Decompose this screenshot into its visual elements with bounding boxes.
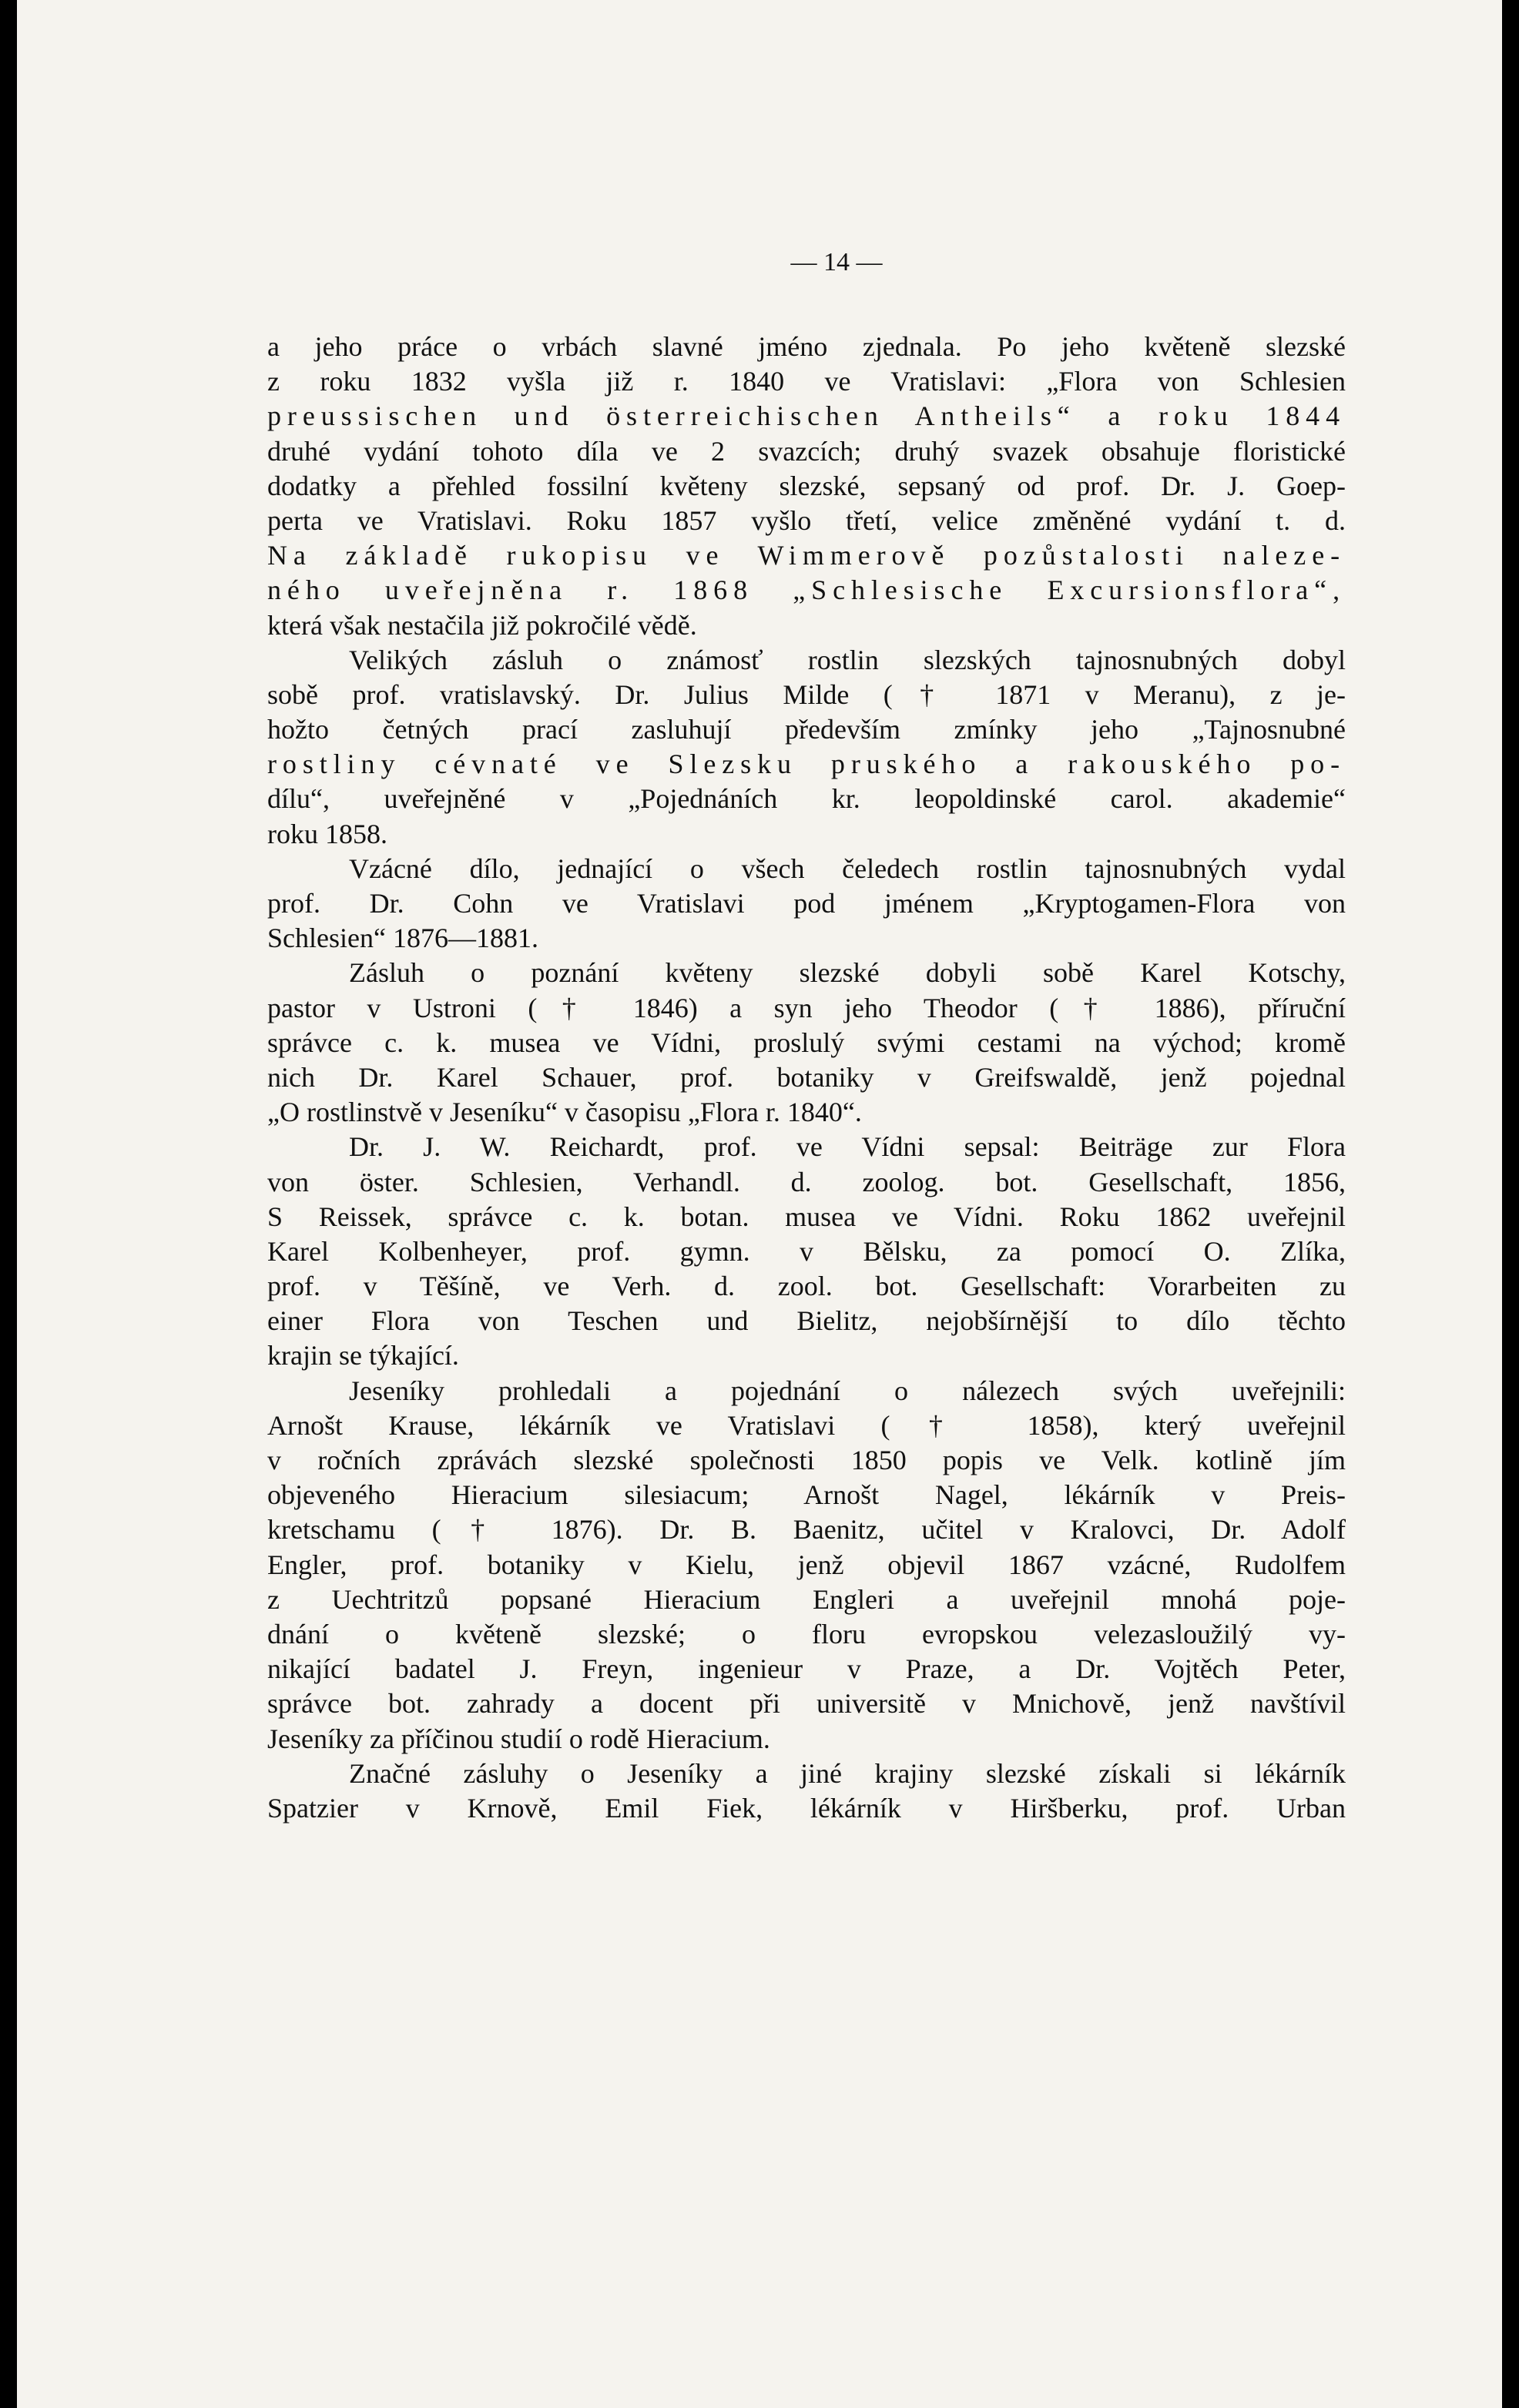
text-line: Zásluh o poznání květeny slezské dobyli sobě Karel Kotschy, [349, 957, 1346, 989]
text-line: Arnošt Krause, lékárník ve Vratislavi († 1858), který uveřejnil [267, 1409, 1346, 1441]
text-line: von öster. Schlesien, Verhandl. d. zoolog. bot. Gesellschaft, 1856, [267, 1166, 1346, 1197]
text-line: dnání o květeně slezské; o floru evropskou velezasloužilý vy- [267, 1618, 1346, 1649]
text-line: z roku 1832 vyšla již r. 1840 ve Vratislavi: „Flora von Schlesien [267, 366, 1346, 397]
text-line: Velikých zásluh o známosť rostlin slezských tajnosnubných dobyl [349, 644, 1346, 675]
text-line: a jeho práce o vrbách slavné jméno zjednala. Po jeho květeně slezské [267, 331, 1346, 362]
text-line: Vzácné dílo, jednající o všech čeledech rostlin tajnosnubných vydal [349, 852, 1346, 884]
text-line: Jeseníky za příčinou studií o rodě Hieracium. [267, 1723, 770, 1754]
text-line: kretschamu († 1876). Dr. B. Baenitz, učitel v Kralovci, Dr. Adolf [267, 1514, 1346, 1546]
text-line: která však nestačila již pokročilé vědě. [267, 609, 697, 641]
text-line: druhé vydání tohoto díla ve 2 svazcích; druhý svazek obsahuje floristické [267, 435, 1346, 467]
text-line: hožto četných prací zasluhují především zmínky jeho „Tajnosnubné [267, 714, 1346, 745]
text-line: roku 1858. [267, 818, 387, 849]
text-line: Jeseníky prohledali a pojednání o nálezech svých uveřejnili: [349, 1375, 1346, 1406]
text-line: prof. Dr. Cohn ve Vratislavi pod jménem „Kryptogamen-Flora von [267, 888, 1346, 919]
text-line: objeveného Hieracium silesiacum; Arnošt Nagel, lékárník v Preis- [267, 1479, 1346, 1511]
text-line: krajin se týkající. [267, 1340, 459, 1371]
body-text [267, 330, 1346, 1826]
text-line: S Reissek, správce c. k. botan. musea ve Vídni. Roku 1862 uveřejnil [267, 1201, 1346, 1232]
text-line: rostliny cévnaté ve Slezsku pruského a rakouského po- [267, 749, 1346, 780]
text-line: nich Dr. Karel Schauer, prof. botaniky v Greifswaldě, jenž pojednal [267, 1061, 1346, 1093]
text-line: Značné zásluhy o Jeseníky a jiné krajiny slezské získali si lékárník [349, 1757, 1346, 1789]
text-line: správce c. k. musea ve Vídni, proslulý svými cestami na východ; kromě [267, 1026, 1346, 1058]
text-line: Dr. J. W. Reichardt, prof. ve Vídni sepsal: Beiträge zur Flora [349, 1131, 1346, 1163]
book-page [17, 0, 1502, 2408]
text-line: nikající badatel J. Freyn, ingenieur v Praze, a Dr. Vojtěch Peter, [267, 1653, 1346, 1685]
text-line: Spatzier v Krnově, Emil Fiek, lékárník v Hiršberku, prof. Urban [267, 1792, 1346, 1824]
text-line: v ročních zprávách slezské společnosti 1850 popis ve Velk. kotlině jím [267, 1445, 1346, 1475]
text-line: pastor v Ustroni († 1846) a syn jeho Theodor († 1886), příruční [267, 992, 1346, 1023]
text-line: preussischen und österreichischen Antheils“ a roku 1844 [267, 400, 1346, 432]
text-line: Na základě rukopisu ve Wimmerově pozůstalosti naleze- [267, 540, 1346, 571]
text-line: ného uveřejněna r. 1868 „Schlesische Excursionsflora“, [267, 574, 1346, 606]
text-line: dílu“, uveřejněné v „Pojednáních kr. leopoldinské carol. akademie“ [267, 783, 1346, 815]
text-line: dodatky a přehled fossilní květeny slezské, sepsaný od prof. Dr. J. Goep- [267, 470, 1346, 501]
text-line: sobě prof. vratislavský. Dr. Julius Milde († 1871 v Meranu), z je- [267, 678, 1346, 710]
text-line: Schlesien“ 1876—1881. [267, 923, 538, 954]
text-line: Engler, prof. botaniky v Kielu, jenž objevil 1867 vzácné, Rudolfem [267, 1549, 1346, 1580]
text-line: z Uechtritzů popsané Hieracium Engleri a uveřejnil mnohá poje- [267, 1583, 1346, 1615]
text-line: správce bot. zahrady a docent při universitě v Mnichově, jenž navštívil [267, 1688, 1346, 1720]
page-number: — 14 — [790, 248, 883, 276]
text-line: perta ve Vratislavi. Roku 1857 vyšlo třetí, velice změněné vydání t. d. [267, 504, 1346, 536]
text-line: prof. v Těšíně, ve Verh. d. zool. bot. Gesellschaft: Vorarbeiten zu [267, 1271, 1346, 1302]
text-line: „O rostlinstvě v Jeseníku“ v časopisu „Flora r. 1840“. [267, 1097, 862, 1128]
text-line: einer Flora von Teschen und Bielitz, nejobšírnější to dílo těchto [267, 1305, 1346, 1337]
text-line: Karel Kolbenheyer, prof. gymn. v Bělsku, za pomocí O. Zlíka, [267, 1235, 1346, 1267]
